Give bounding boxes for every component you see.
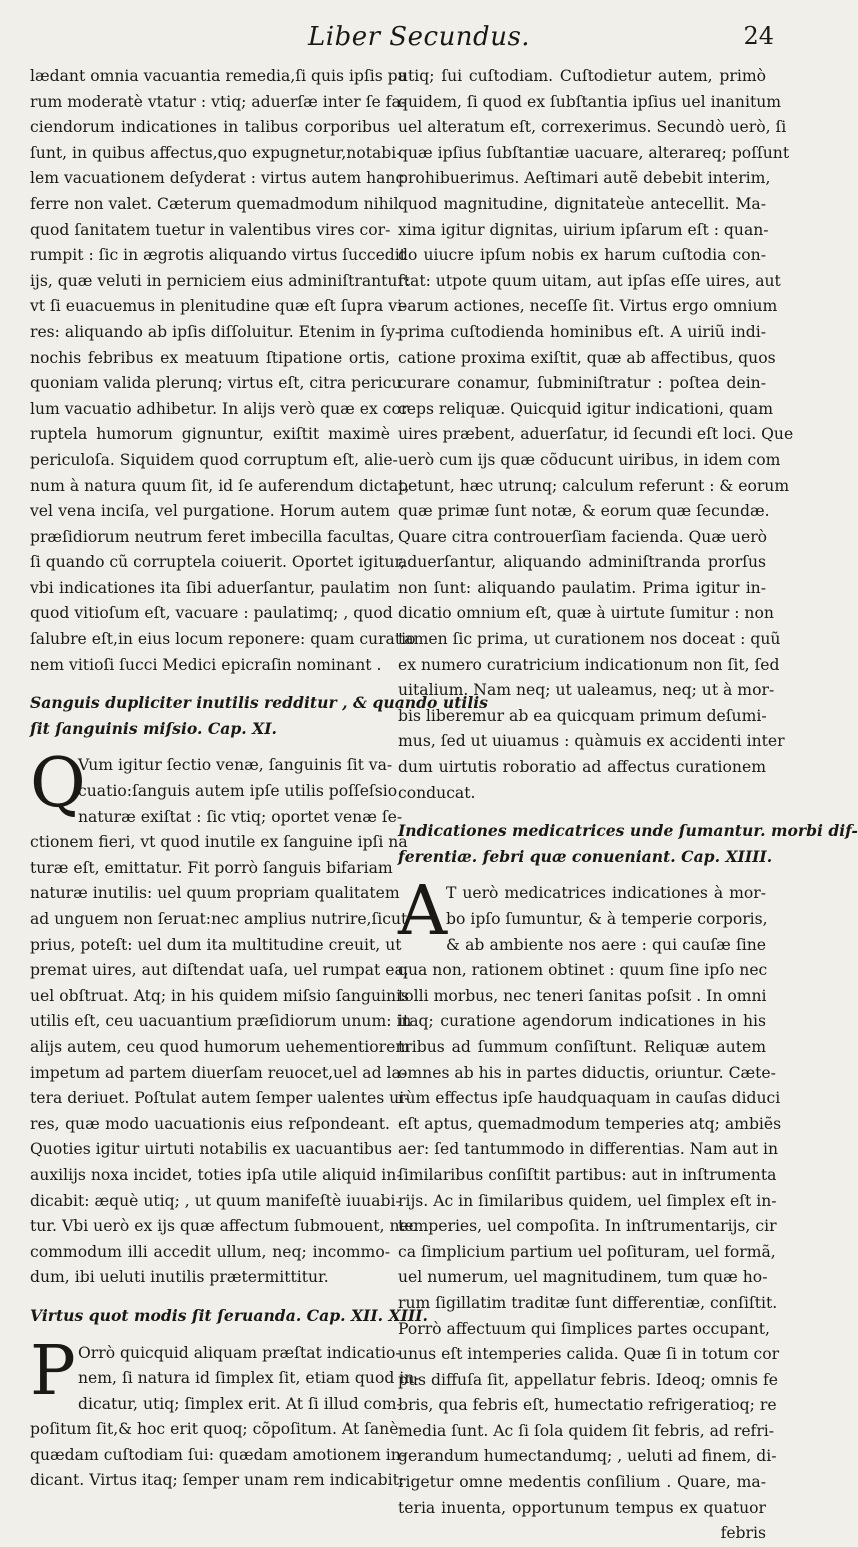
text-line: Quare citra controuerſiam facienda. Quæ uerò xyxy=(398,527,768,546)
chapter-11 xyxy=(30,744,418,1290)
chapter-heading-line: Indicationes medicatrices unde ſumantur. morbi dif- xyxy=(398,821,858,841)
text-line: bris, qua febris eſt, humectatio refrigeratioq; re xyxy=(398,1396,777,1415)
text-line: ca ſimplicium partium uel poſituram, uel formã, xyxy=(398,1242,776,1261)
drop-cap: Q xyxy=(30,744,86,824)
text-line: rijs. Ac in ſimilaribus quidem, uel ſimplex eſt in- xyxy=(398,1191,777,1210)
running-title: Liber Secundus. xyxy=(308,22,531,52)
text-line: petunt, hæc utrunq; calculum referunt : & eorum xyxy=(398,476,790,495)
text-line: ad unguem non ſeruat:nec amplius nutrire,ſicut xyxy=(30,910,408,928)
text-line: tribus ad ſummum conſiſtunt. Reliquæ autem xyxy=(398,1037,766,1056)
text-line: prima cuſtodienda hominibus eſt. A uiriũ indi- xyxy=(398,322,766,341)
text-line: num à natura quum ſit, id ſe auferendum dictat, xyxy=(30,476,410,495)
text-line: Quoties igitur uirtuti notabilis ex uacuantibus xyxy=(30,1140,392,1159)
text-line: res: aliquando ab ipſis diſſoluitur. Etenim in ſy- xyxy=(30,322,401,341)
chapter-12 xyxy=(30,1331,420,1495)
text-line: gerandum humectandumq; , ueluti ad finem, di- xyxy=(398,1447,777,1466)
text-line: teria inuenta, opportunum tempus ex quatuor xyxy=(398,1498,766,1517)
text-line: commodum illi accedit ullum, neq; incommo- xyxy=(30,1242,390,1261)
text-line: res, quæ modo uacuationis eius reſpondeant. xyxy=(30,1114,390,1133)
text-line: quidem, ſi quod ex ſubſtantia ipſius uel inanitum xyxy=(398,92,782,111)
text-line: nem vitioſi ſucci Medici epicraſin nominant . xyxy=(30,655,382,674)
text-line: premat uires, aut diſtendat uaſa, uel rumpat ea, xyxy=(30,961,409,980)
drop-cap: A xyxy=(398,872,448,952)
text-line: tera deriuet. Poſtulat autem ſemper ualentes ui- xyxy=(30,1089,410,1108)
text-line: uel numerum, uel magnitudinem, tum quæ ho- xyxy=(398,1268,768,1287)
text-line: eſt aptus, quemadmodum temperies atq; ambiẽs xyxy=(398,1114,782,1133)
paragraph xyxy=(398,64,794,806)
text-line: Orrò quicquid aliquam præſtat indicatio- xyxy=(78,1343,401,1362)
text-line: dicatur, utiq; ſimplex erit. At ſi illud com- xyxy=(78,1394,402,1413)
text-line: quæ ipſius ſubſtantiæ uacuare, alterareq; poſſunt xyxy=(398,143,790,162)
text-line: dum uirtutis roboratio ad affectus curationem xyxy=(398,758,766,777)
text-line: quæ primæ ſunt notæ, & eorum quæ ſecundæ. xyxy=(398,502,770,521)
text-line: impetum ad partem diuerſam reuocet,uel ad la- xyxy=(30,1063,407,1082)
text-line: rumpit : ſic in ægrotis aliquando virtus ſuccedit xyxy=(30,246,407,265)
text-line: vbi indicationes ita ſibi aduerſantur, paulatim xyxy=(30,578,390,597)
text-line: do uiucre ipſum nobis ex harum cuſtodia con- xyxy=(398,246,766,265)
text-line: ſunt, in quibus affectus,quo expugnetur,notabi- xyxy=(30,143,402,162)
chapter-14 xyxy=(398,872,782,1546)
text-line: quod magnitudine, dignitateùe antecellit. Ma- xyxy=(398,194,766,213)
text-line: uitalium. Nam neq; ut ualeamus, neq; ut à mor- xyxy=(398,681,775,700)
chapter-heading-12 xyxy=(30,1303,428,1329)
text-line: quod ſanitatem tuetur in valentibus vires cor- xyxy=(30,220,391,239)
chapter-heading-14 xyxy=(398,818,858,869)
text-line: quod vitioſum eſt, vacuare : paulatimq; , quod xyxy=(30,604,393,623)
text-line: aer: ſed tantummodo in differentias. Nam aut in xyxy=(398,1140,779,1159)
text-line: ſi quando cũ corruptela coiuerit. Oportet igitur, xyxy=(30,553,406,572)
text-line: ciendorum indicationes in talibus corporibus xyxy=(30,118,390,137)
text-line: mus, ſed ut uiuamus : quàmuis ex accidenti inter xyxy=(398,732,785,751)
text-line: bo ipſo ſumuntur, & à temperie corporis, xyxy=(446,910,768,928)
text-line: lum vacuatio adhibetur. In alijs verò quæ ex cor xyxy=(30,399,409,418)
text-line: periculoſa. Siquidem quod corruptum eſt, alie- xyxy=(30,450,398,469)
text-line: uel alteratum eſt, correxerimus. Secundò uerò, ſi xyxy=(398,118,787,137)
right-column xyxy=(398,64,858,1543)
text-line: rum moderatè vtatur : vtiq; aduerſæ inter ſe fa- xyxy=(30,92,407,111)
paragraph xyxy=(30,64,416,678)
drop-cap: P xyxy=(30,1331,76,1411)
text-line: alijs autem, ceu quod humorum uehementiorem xyxy=(30,1037,411,1056)
text-line: itaq; curatione agendorum indicationes in his xyxy=(398,1012,766,1031)
text-line: uel obſtruat. Atq; in his quidem miſsio ſanguinis xyxy=(30,986,410,1005)
text-line: & ab ambiente nos aere : qui cauſæ ſine xyxy=(446,935,766,954)
text-line: tur. Vbi uerò ex ijs quæ affectum ſubmouent, nec xyxy=(30,1217,418,1236)
text-line: catione proxima exiſtit, quæ ab affectibus, quos xyxy=(398,348,776,367)
text-line: dum, ibi ueluti inutilis prætermittitur. xyxy=(30,1268,329,1287)
text-line: ruptela humorum gignuntur, exiſtit maximè xyxy=(30,425,390,444)
text-line: ctionem fieri, vt quod inutile ex ſanguine ipſi na xyxy=(30,833,408,852)
text-line: uires præbent, aduerſatur, id ſecundi eſt loci. Que xyxy=(398,425,794,444)
text-line: ceps reliquæ. Quicquid igitur indicationi, quam xyxy=(398,399,774,418)
text-line: cuatio:ſanguis autem ipſe utilis poſſeſsio xyxy=(78,782,398,801)
text-line: utiq; ſui cuſtodiam. Cuſtodietur autem, primò xyxy=(398,67,766,85)
chapter-heading-11 xyxy=(30,690,488,741)
text-line: dicant. Virtus itaq; ſemper unam rem indicabit: xyxy=(30,1471,405,1490)
text-line: naturæ inutilis: uel quum propriam qualitatem xyxy=(30,884,400,903)
text-line: rigetur omne medentis conſilium . Quare, ma- xyxy=(398,1473,766,1492)
catchword: febris xyxy=(720,1524,766,1543)
text-line: qua non, rationem obtinet : quum ſine ipſo nec xyxy=(398,961,768,980)
text-line: turæ eſt, emittatur. Fit porrò ſanguis bifariam xyxy=(30,858,393,877)
text-line: non ſunt: aliquando paulatim. Prima igitur in- xyxy=(398,578,766,597)
text-line: unus eſt intemperies calida. Quæ ſi in totum cor xyxy=(398,1345,780,1364)
text-line: nem, ſi natura id ſimplex ſit, etiam quod in- xyxy=(78,1369,420,1388)
text-line: prius, poteſt: uel dum ita multitudine creuit, ut xyxy=(30,935,402,954)
text-line: bis liberemur ab ea quicquam primum deſumi- xyxy=(398,706,767,725)
page-number: 24 xyxy=(743,22,774,50)
text-line: ſalubre eſt,in eius locum reponere: quam curatio xyxy=(30,630,416,649)
text-line: pus diffuſa ſit, appellatur febris. Ideoq; omnis fe xyxy=(398,1370,778,1389)
text-line: utilis eſt, ceu uacuantium præſidiorum unum: in xyxy=(30,1012,412,1031)
text-line: poſitum ſit,& hoc erit quoq; cõpoſitum. At ſanè xyxy=(30,1420,399,1439)
text-line: lædant omnia vacuantia remedia,ſi quis ipſis pa xyxy=(30,67,407,85)
text-line: temperies, uel compoſita. In inſtrumentarijs, cir xyxy=(398,1217,777,1236)
text-line: vt ſi euacuemus in plenitudine quæ eſt ſupra vi- xyxy=(30,297,408,316)
text-line: media ſunt. Ac ſi ſola quidem ſit febris, ad refri- xyxy=(398,1421,775,1440)
text-line: conducat. xyxy=(398,783,476,802)
text-line: lem vacuationem deſyderat : virtus autem hanc xyxy=(30,169,405,188)
text-line: uerò cum ijs quæ cõducunt uiribus, in idem com xyxy=(398,450,781,469)
text-line: ferre non valet. Cæterum quemadmodum nihil xyxy=(30,194,399,213)
text-line: T uerò medicatrices indicationes à mor- xyxy=(446,884,766,903)
text-line: omnes ab his in partes diductis, oriuntur. Cæte- xyxy=(398,1063,776,1082)
text-line: ijs, quæ veluti in perniciem eius adminiſtrantur: xyxy=(30,271,411,290)
text-line: quædam cuſtodiam ſui: quædam amotionem in- xyxy=(30,1445,407,1464)
text-line: tamen ſic prima, ut curationem nos doceat : quũ xyxy=(398,630,781,649)
text-line: rum ſigillatim traditæ ſunt differentiæ, conſiſtit. xyxy=(398,1293,778,1312)
text-line: dicatio omnium eſt, quæ à uirtute ſumitur : non xyxy=(398,604,774,623)
text-line: ſtat: utpote quum uitam, aut ipſas eſſe uires, aut xyxy=(398,271,781,290)
text-line: auxilijs noxa incidet, toties ipſa utile aliquid in- xyxy=(30,1165,402,1184)
text-line: quoniam valida plerunq; virtus eſt, citra pericu xyxy=(30,374,402,393)
chapter-heading-line: ferentiæ. febri quæ conueniant. Cap. XIIII. xyxy=(398,846,773,866)
text-line: earum actiones, neceſſe ſit. Virtus ergo omnium xyxy=(398,297,778,316)
text-line: nochis febribus ex meatuum ſtipatione ortis, xyxy=(30,348,390,367)
text-line: præſidiorum neutrum feret imbecilla facultas, xyxy=(30,527,395,546)
text-line: dicabit: æquè utiq; , ut quum manifeſtè iuuabi- xyxy=(30,1191,401,1210)
text-line: curare conamur, ſubminiſtratur : poſtea dein- xyxy=(398,374,766,393)
text-line: rùm effectus ipſe haudquaquam in cauſas diduci xyxy=(398,1089,781,1108)
text-line: Porrò affectuum qui ſimplices partes occupant, xyxy=(398,1319,770,1338)
running-head xyxy=(0,14,800,54)
chapter-heading-line: ſit ſanguinis miſsio. Cap. XI. xyxy=(30,718,277,738)
text-line: ex numero curatricium indicationum non ſit, ſed xyxy=(398,655,780,674)
text-line: ſimilaribus conſiſtit partibus: aut in inſtrumenta xyxy=(398,1165,777,1184)
text-line: Vum igitur ſectio venæ, ſanguinis ſit va- xyxy=(78,756,393,775)
text-line: xima igitur dignitas, uirium ipſarum eſt : quan- xyxy=(398,220,769,239)
text-line: naturæ exiſtat : ſic vtiq; oportet venæ ſe- xyxy=(78,807,403,826)
text-line: tolli morbus, nec teneri ſanitas poſsit . In omni xyxy=(398,986,767,1005)
chapter-heading-line: Sanguis dupliciter inutilis redditur , & quando utilis xyxy=(30,693,488,713)
text-line: prohibuerimus. Aeſtimari autẽ debebit interim, xyxy=(398,169,771,188)
chapter-heading-line: Virtus quot modis ſit ſeruanda. Cap. XII. XIII. xyxy=(30,1305,428,1325)
text-line: vel vena inciſa, vel purgatione. Horum autem xyxy=(30,502,390,521)
text-line: aduerſantur, aliquando adminiſtranda prorſus xyxy=(398,553,766,572)
